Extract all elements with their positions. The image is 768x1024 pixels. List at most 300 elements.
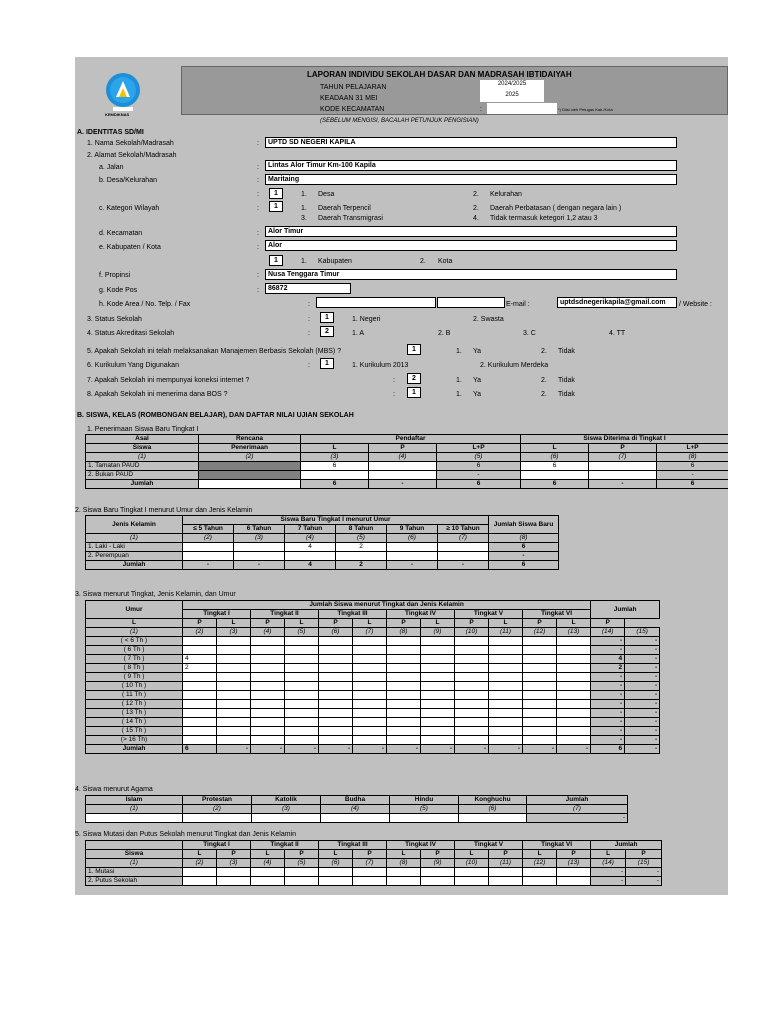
cell: - (285, 745, 319, 754)
propinsi-field[interactable]: Nusa Tenggara Timur (265, 269, 677, 280)
cell[interactable] (183, 552, 234, 561)
nama-sekolah-field[interactable]: UPTD SD NEGERI KAPILA (265, 137, 677, 148)
header-penerimaan: Penerimaan (199, 444, 301, 453)
kategori-option-num: 1. (301, 205, 307, 212)
cell[interactable] (489, 877, 523, 886)
table-row (86, 700, 660, 709)
cell[interactable] (217, 637, 251, 646)
col-num: (2) (199, 453, 301, 462)
cell: - (625, 673, 660, 682)
cell[interactable] (421, 727, 455, 736)
cell[interactable] (183, 718, 217, 727)
cell[interactable] (353, 637, 387, 646)
table-row (86, 462, 729, 471)
cell[interactable]: 6 (301, 462, 369, 471)
cell[interactable] (421, 868, 455, 877)
cell[interactable] (421, 673, 455, 682)
cell[interactable] (353, 877, 387, 886)
col-num: (6) (521, 453, 589, 462)
cell[interactable] (251, 736, 285, 745)
header-tingkat: Tingkat VI (523, 610, 591, 619)
row-label: ( 11 Th ) (86, 691, 183, 700)
cell[interactable] (319, 718, 353, 727)
cell[interactable] (285, 637, 319, 646)
cell[interactable] (285, 655, 319, 664)
cell[interactable] (489, 868, 523, 877)
cell[interactable] (251, 664, 285, 673)
cell[interactable] (387, 868, 421, 877)
cell[interactable] (183, 543, 234, 552)
col-num: (5) (437, 453, 521, 462)
kode-kecamatan-field[interactable] (487, 103, 557, 114)
cell[interactable] (369, 471, 437, 480)
table-row (86, 664, 660, 673)
col-num: (5) (390, 805, 459, 814)
cell[interactable] (285, 868, 319, 877)
cell: - (625, 646, 660, 655)
row-label: 2. Perempuan (86, 552, 183, 561)
cell[interactable] (438, 552, 489, 561)
cell[interactable] (523, 709, 557, 718)
email-field[interactable]: uptdsdnegerikapila@gmail.com (557, 297, 677, 308)
cell[interactable] (523, 637, 557, 646)
desa-option-num: 2. (473, 191, 479, 198)
cell[interactable] (217, 718, 251, 727)
cell[interactable] (523, 877, 557, 886)
cell[interactable] (183, 673, 217, 682)
cell[interactable] (523, 655, 557, 664)
status-option-negeri: 1. Negeri (352, 316, 381, 323)
total-row (86, 561, 559, 570)
cell[interactable] (353, 736, 387, 745)
cell[interactable] (557, 664, 591, 673)
cell[interactable] (523, 664, 557, 673)
cell[interactable] (319, 868, 353, 877)
cell[interactable] (455, 727, 489, 736)
keadaan-label: KEADAAN 31 MEI (320, 95, 378, 102)
cell[interactable] (523, 727, 557, 736)
kurikulum-kode-field[interactable]: 1 (320, 358, 334, 369)
cell[interactable] (285, 691, 319, 700)
cell[interactable] (285, 646, 319, 655)
cell[interactable] (521, 471, 589, 480)
cell[interactable] (319, 691, 353, 700)
cell[interactable] (523, 673, 557, 682)
cell[interactable] (353, 700, 387, 709)
cell[interactable] (455, 700, 489, 709)
cell[interactable]: 6 (521, 462, 589, 471)
cell[interactable] (353, 709, 387, 718)
header-tingkat: Tingkat II (251, 610, 319, 619)
cell[interactable] (251, 691, 285, 700)
cell[interactable] (301, 471, 369, 480)
cell: - (523, 745, 557, 754)
desa-kode-field[interactable]: 1 (269, 188, 283, 199)
cell[interactable] (387, 552, 438, 561)
cell[interactable] (369, 462, 437, 471)
cell[interactable] (183, 814, 252, 823)
cell[interactable] (353, 691, 387, 700)
cell[interactable] (251, 655, 285, 664)
cell[interactable] (489, 655, 523, 664)
cell[interactable] (489, 736, 523, 745)
cell[interactable] (217, 664, 251, 673)
cell[interactable] (455, 877, 489, 886)
table-row (86, 471, 729, 480)
cell[interactable] (489, 637, 523, 646)
colon: : (257, 205, 259, 212)
cell[interactable] (319, 709, 353, 718)
col-num: (6) (319, 859, 353, 868)
cell[interactable] (523, 736, 557, 745)
cell[interactable] (455, 655, 489, 664)
cell[interactable] (353, 868, 387, 877)
kategori-kode-field[interactable]: 1 (269, 201, 283, 212)
cell[interactable] (557, 868, 591, 877)
cell: - (421, 745, 455, 754)
cell[interactable] (251, 727, 285, 736)
cell[interactable] (353, 727, 387, 736)
cell[interactable] (557, 691, 591, 700)
cell[interactable] (489, 718, 523, 727)
col-num: (5) (285, 859, 319, 868)
jalan-label: a. Jalan (99, 164, 124, 171)
cell[interactable] (557, 673, 591, 682)
cell[interactable] (523, 700, 557, 709)
cell[interactable] (557, 718, 591, 727)
cell[interactable] (421, 637, 455, 646)
cell[interactable] (86, 814, 183, 823)
ya-num: 1. (456, 348, 462, 355)
cell[interactable] (421, 682, 455, 691)
cell[interactable] (438, 543, 489, 552)
cell[interactable] (319, 646, 353, 655)
cell: - (625, 736, 660, 745)
cell[interactable] (387, 543, 438, 552)
cell[interactable] (251, 673, 285, 682)
cell[interactable] (387, 637, 421, 646)
kecamatan-field[interactable]: Alor Timur (265, 226, 677, 237)
cell[interactable] (353, 646, 387, 655)
cell[interactable] (455, 736, 489, 745)
cell[interactable] (183, 700, 217, 709)
internet-kode-field[interactable]: 2 (407, 373, 421, 384)
cell[interactable] (523, 691, 557, 700)
cell[interactable] (251, 646, 285, 655)
kode-area-field[interactable] (316, 297, 436, 308)
desa-field[interactable]: Maritaing (265, 174, 677, 185)
cell[interactable] (489, 709, 523, 718)
cell[interactable] (455, 709, 489, 718)
colon: : (308, 362, 310, 369)
cell[interactable] (251, 700, 285, 709)
col-num: (3) (234, 534, 285, 543)
cell[interactable] (183, 727, 217, 736)
cell[interactable] (421, 709, 455, 718)
cell: - (591, 646, 625, 655)
cell[interactable] (319, 655, 353, 664)
cell[interactable] (217, 868, 251, 877)
cell[interactable] (353, 673, 387, 682)
cell[interactable] (234, 552, 285, 561)
cell[interactable] (285, 709, 319, 718)
header-tingkat: Tingkat IV (387, 610, 455, 619)
cell[interactable] (285, 877, 319, 886)
ya-label: Ya (473, 377, 482, 384)
cell[interactable] (251, 682, 285, 691)
bos-kode-field[interactable]: 1 (407, 387, 421, 398)
col-num: (3) (252, 805, 321, 814)
cell[interactable] (455, 682, 489, 691)
cell[interactable] (421, 877, 455, 886)
cell[interactable] (489, 700, 523, 709)
status-option-swasta: 2. Swasta (473, 316, 504, 323)
header-lp: L (251, 850, 285, 859)
col-num: (8) (387, 628, 421, 637)
cell[interactable] (183, 691, 217, 700)
cell[interactable] (459, 814, 527, 823)
header-lp: P (285, 850, 319, 859)
col-num: (15) (626, 859, 662, 868)
cell[interactable] (285, 552, 336, 561)
cell[interactable] (183, 637, 217, 646)
cell[interactable] (455, 673, 489, 682)
cell[interactable] (557, 682, 591, 691)
cell[interactable] (285, 727, 319, 736)
col-num: (4) (251, 859, 285, 868)
cell[interactable] (251, 877, 285, 886)
cell[interactable] (421, 736, 455, 745)
cell[interactable] (557, 655, 591, 664)
cell[interactable] (455, 868, 489, 877)
cell[interactable] (589, 462, 657, 471)
cell[interactable] (319, 682, 353, 691)
cell[interactable] (455, 691, 489, 700)
table-row (86, 736, 660, 745)
table-row (86, 691, 660, 700)
cell[interactable] (319, 673, 353, 682)
cell[interactable] (455, 664, 489, 673)
cell[interactable] (557, 877, 591, 886)
header-lp: L (285, 619, 319, 628)
cell[interactable] (557, 700, 591, 709)
cell[interactable] (387, 655, 421, 664)
cell[interactable] (183, 646, 217, 655)
cell[interactable] (319, 736, 353, 745)
cell[interactable] (217, 727, 251, 736)
ya-label: Ya (473, 391, 482, 398)
cell[interactable] (387, 718, 421, 727)
cell[interactable] (489, 664, 523, 673)
cell[interactable] (353, 718, 387, 727)
akreditasi-kode-field[interactable]: 2 (320, 326, 334, 337)
col-num: (1) (86, 859, 183, 868)
cell[interactable] (353, 664, 387, 673)
cell: - (438, 561, 489, 570)
alamat-label: 2. Alamat Sekolah/Madrasah (87, 152, 177, 159)
cell[interactable] (183, 877, 217, 886)
cell[interactable] (234, 543, 285, 552)
cell[interactable] (183, 682, 217, 691)
cell[interactable] (421, 700, 455, 709)
kabupaten-kode-field[interactable]: 1 (269, 255, 283, 266)
cell[interactable] (217, 673, 251, 682)
cell[interactable]: 2 (183, 664, 217, 673)
cell[interactable] (421, 691, 455, 700)
cell[interactable] (387, 682, 421, 691)
cell[interactable] (387, 700, 421, 709)
cell[interactable] (217, 736, 251, 745)
cell[interactable] (421, 664, 455, 673)
cell[interactable] (217, 655, 251, 664)
kabupaten-field[interactable]: Alor (265, 240, 677, 251)
colon: : (308, 330, 310, 337)
instruction-note: (SEBELUM MENGISI, BACALAH PETUNJUK PENGISIAN) (320, 118, 479, 124)
cell[interactable] (489, 682, 523, 691)
cell[interactable] (353, 682, 387, 691)
cell[interactable] (217, 691, 251, 700)
col-num: (1) (86, 534, 183, 543)
cell[interactable] (557, 637, 591, 646)
cell[interactable] (489, 646, 523, 655)
cell[interactable] (387, 736, 421, 745)
cell[interactable] (319, 664, 353, 673)
logo-text: KEMDIKNAS (105, 112, 130, 117)
kategori-option-transmigrasi: Daerah Transmigrasi (318, 215, 383, 222)
cell[interactable] (390, 814, 459, 823)
cell[interactable] (285, 736, 319, 745)
telp-field[interactable] (437, 297, 505, 308)
cell[interactable] (557, 736, 591, 745)
cell[interactable] (523, 718, 557, 727)
cell[interactable] (285, 682, 319, 691)
cell[interactable] (217, 700, 251, 709)
cell[interactable] (489, 727, 523, 736)
cell[interactable] (336, 552, 387, 561)
header-asal: Asal (86, 435, 199, 444)
cell[interactable] (183, 736, 217, 745)
header-agama: Konghuchu (459, 796, 527, 805)
cell[interactable] (353, 655, 387, 664)
cell: - (527, 814, 628, 823)
cell[interactable] (387, 646, 421, 655)
cell[interactable] (455, 637, 489, 646)
header-lp: P (387, 619, 421, 628)
cell[interactable] (455, 646, 489, 655)
cell[interactable] (285, 673, 319, 682)
cell[interactable] (489, 673, 523, 682)
col-num: (8) (657, 453, 728, 462)
header-tingkat: Tingkat V (455, 610, 523, 619)
cell[interactable] (557, 646, 591, 655)
col-num: (9) (421, 628, 455, 637)
cell[interactable] (251, 718, 285, 727)
cell[interactable] (183, 709, 217, 718)
kab-option-kota: Kota (438, 258, 453, 265)
cell: - (625, 637, 660, 646)
mbs-kode-field[interactable]: 1 (407, 344, 421, 355)
col-num: (3) (301, 453, 369, 462)
cell[interactable]: 4 (183, 655, 217, 664)
cell[interactable] (319, 700, 353, 709)
cell: - (591, 682, 625, 691)
desa-option-desa: Desa (318, 191, 335, 198)
cell[interactable] (217, 646, 251, 655)
col-num: (6) (459, 805, 527, 814)
cell[interactable] (421, 646, 455, 655)
cell[interactable] (387, 877, 421, 886)
kode-pos-field[interactable]: 86872 (265, 283, 351, 294)
cell: - (625, 709, 660, 718)
row-label: ( 13 Th ) (86, 709, 183, 718)
cell[interactable] (523, 682, 557, 691)
cell[interactable] (319, 637, 353, 646)
header-lp: P (353, 850, 387, 859)
cell[interactable] (183, 868, 217, 877)
kurikulum-option-merdeka: 2. Kurikulum Merdeka (480, 362, 549, 369)
tahun-pelajaran-field[interactable]: 2024/2025 (480, 80, 544, 91)
cell[interactable] (321, 814, 390, 823)
cell[interactable] (387, 691, 421, 700)
colon: : (257, 287, 259, 294)
cell[interactable] (217, 682, 251, 691)
cell[interactable] (557, 727, 591, 736)
cell: - (657, 471, 728, 480)
desa-option-num: 1. (301, 191, 307, 198)
cell[interactable] (523, 868, 557, 877)
status-kode-field[interactable]: 1 (320, 312, 334, 323)
cell[interactable] (251, 868, 285, 877)
akreditasi-option-tt: 4. TT (609, 330, 626, 337)
cell[interactable]: 4 (285, 543, 336, 552)
cell: 6 (301, 480, 369, 489)
table5-title: 5. Siswa Mutasi dan Putus Sekolah menurut Tingkat dan Jenis Kelamin (75, 831, 297, 838)
cell[interactable] (217, 877, 251, 886)
cell: - (625, 664, 660, 673)
cell[interactable] (589, 471, 657, 480)
cell[interactable] (421, 655, 455, 664)
cell[interactable] (387, 727, 421, 736)
cell[interactable]: 2 (336, 543, 387, 552)
cell[interactable] (252, 814, 321, 823)
ya-num: 1. (456, 391, 462, 398)
cell[interactable] (421, 718, 455, 727)
header-tingkat: Tingkat V (455, 841, 523, 850)
cell[interactable] (387, 709, 421, 718)
cell: - (625, 745, 660, 754)
jalan-field[interactable]: Lintas Alor Timur Km-100 Kapila (265, 160, 677, 171)
cell[interactable] (557, 709, 591, 718)
cell[interactable] (455, 718, 489, 727)
cell[interactable] (217, 709, 251, 718)
cell[interactable] (285, 664, 319, 673)
cell[interactable] (387, 673, 421, 682)
keadaan-field[interactable]: 2025 (480, 91, 544, 102)
cell[interactable] (387, 664, 421, 673)
cell[interactable] (251, 637, 285, 646)
report-title: LAPORAN INDIVIDU SEKOLAH DASAR DAN MADRASAH IBTIDAIYAH (307, 70, 572, 79)
col-num: (13) (557, 859, 591, 868)
cell[interactable] (251, 709, 285, 718)
cell[interactable] (523, 646, 557, 655)
cell[interactable] (285, 700, 319, 709)
col-num: (14) (591, 859, 626, 868)
cell[interactable] (489, 691, 523, 700)
kode-pos-label: g. Kode Pos (99, 287, 138, 294)
cell[interactable] (319, 727, 353, 736)
cell[interactable] (319, 877, 353, 886)
cell[interactable] (285, 718, 319, 727)
